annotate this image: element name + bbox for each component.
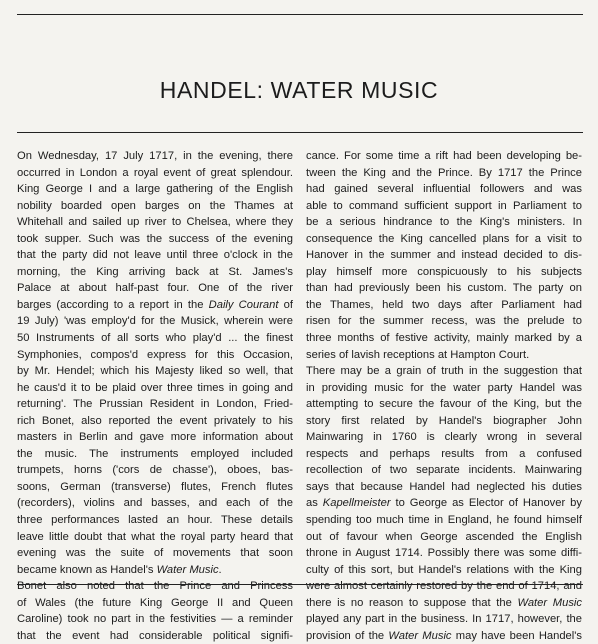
text-line: [17, 297, 293, 314]
text-line: [17, 380, 293, 397]
line-text: Whitehall and sailed up river to Chelsea, where they: [17, 216, 293, 229]
text-line: [306, 628, 582, 644]
text-line: [17, 628, 293, 644]
line-text: King George I and a large gathering of the English: [17, 183, 293, 196]
text-line: [17, 214, 293, 231]
text-line: [17, 462, 293, 479]
line-text: masters in Berlin and gave more information about: [17, 431, 293, 444]
text-line: [306, 280, 582, 297]
line-text: says that because Handel had neglected his duties: [306, 480, 582, 493]
line-text: had gained several influential followers and was: [306, 183, 582, 196]
line-text: story first related by Handel's biographer John: [306, 414, 582, 427]
line-text: (recorders), violins and basses, and each of the: [17, 497, 293, 510]
text-line: [306, 529, 582, 546]
italic-title: Daily Courant: [208, 298, 279, 311]
line-text: be a serious hindrance to the King's ministers. In: [306, 216, 582, 229]
text-line: [17, 198, 293, 215]
line-text: risen for the summer recess, was the prelude to: [306, 315, 582, 328]
line-text: Hanover in the summer and instead decided to dis-: [306, 249, 582, 262]
line-text: soons, German (transverse) flutes, French flutes: [17, 480, 293, 493]
italic-title: Kapellmeister: [322, 497, 391, 510]
line-text: attempting to secure the favour of the King, but the: [306, 398, 582, 411]
text-line: [17, 611, 293, 628]
line-text: were almost certainly restored by the end of 1714, and: [306, 580, 582, 593]
text-line: [306, 297, 582, 314]
text-line: [306, 165, 582, 182]
text-line: [306, 396, 582, 413]
line-text: there is no reason to suppose that the: [306, 596, 518, 609]
line-text: returning'. The Prussian Resident in London, Fried-: [17, 398, 293, 411]
line-text: trumpets, horns ('cors de chasse'), oboes, bas-: [17, 464, 293, 477]
text-line: [306, 347, 582, 364]
line-text: that the party did not leave until three o'clock in the: [17, 249, 293, 262]
text-line: [306, 413, 582, 430]
line-text: the Thames, held two days after Parliament had: [306, 298, 582, 311]
text-line: [306, 313, 582, 330]
text-line: [17, 578, 293, 595]
italic-title: Water Music: [517, 596, 582, 609]
line-text: respects and perhaps results from a confused: [306, 447, 582, 460]
italic-title: Water Music: [156, 563, 219, 576]
text-line: [306, 380, 582, 397]
title-divider: [17, 132, 583, 133]
text-line: [17, 330, 293, 347]
italic-title: Water Music: [388, 629, 452, 642]
text-line: [306, 198, 582, 215]
top-rule: [17, 14, 583, 15]
line-text: leave little doubt that what the royal party heard that: [17, 530, 293, 543]
text-line: [306, 578, 582, 595]
text-column-right: [306, 148, 582, 642]
text-line: [17, 247, 293, 264]
line-text-after: may have been Handel's: [451, 629, 582, 642]
text-line: [306, 512, 582, 529]
line-text: 19 July) 'was employ'd for the Musick, wherein were: [17, 315, 293, 328]
text-line: [17, 595, 293, 612]
line-text: Caroline) took no part in the festivities — a reminder: [17, 613, 293, 626]
line-text: Palace at about half-past four. One of the river: [17, 282, 293, 295]
line-text: 50 Instruments of all sorts who play'd ... the finest: [17, 332, 293, 345]
line-text: he caus'd it to be plaid over three times in going and: [17, 381, 293, 394]
line-text: play himself more conspicuously to his subjects: [306, 265, 582, 278]
text-line: [17, 396, 293, 413]
text-line: [17, 495, 293, 512]
line-text: On Wednesday, 17 July 1717, in the evening, there: [17, 150, 293, 162]
line-text: cance. For some time a rift had been developing be-: [306, 150, 582, 162]
line-text: three months of festive activity, mainly marked by a: [306, 332, 582, 345]
text-line: [17, 512, 293, 529]
text-line: [306, 181, 582, 198]
text-line: [17, 181, 293, 198]
line-text: recollection of two separate incidents. Mainwaring: [306, 464, 582, 477]
line-text-after: of: [278, 298, 293, 311]
text-line: [306, 595, 582, 612]
line-text: tween the King and the Prince. By 1717 the Prince: [306, 166, 582, 179]
line-text: in providing music for the water party Handel was: [306, 381, 582, 394]
text-line: [306, 611, 582, 628]
text-line: [17, 231, 293, 248]
text-line: [17, 413, 293, 430]
text-line: [306, 148, 582, 165]
text-line: [17, 347, 293, 364]
text-line: [306, 545, 582, 562]
line-text: Mainwaring in 1760 is clearly wrong in several: [306, 431, 582, 444]
line-text: barges (according to a report in the: [17, 298, 209, 311]
text-line: [306, 462, 582, 479]
line-text: took supper. Such was the success of the evening: [17, 232, 293, 245]
text-line: [17, 429, 293, 446]
line-text: There may be a grain of truth in the suggestion that: [306, 365, 582, 378]
line-text: Symphonies, compos'd express for this Occasion,: [17, 348, 293, 361]
line-text: morning, the King arriving back at St. James's: [17, 265, 293, 278]
line-text-after: to George as Elector of Hanover by: [390, 497, 582, 510]
text-line: [306, 495, 582, 512]
text-line: [17, 479, 293, 496]
text-column-left: [17, 148, 293, 642]
line-text: that the event had considerable political signifi-: [17, 629, 293, 642]
line-text: than had previously been his custom. The party on: [306, 282, 582, 295]
line-text: series of lavish receptions at Hampton Court.: [306, 348, 530, 361]
line-text: as: [306, 497, 323, 510]
line-text: consequence the King cancelled plans for a visit to: [306, 232, 582, 245]
line-text: of Wales (the future King George II and Queen: [17, 596, 293, 609]
line-text: Bonet also noted that the Prince and Princess: [17, 580, 293, 593]
line-text: evening was the suite of movements that soon: [17, 547, 293, 560]
text-line: [17, 313, 293, 330]
line-text: throne in August 1714. Possibly there was some diffi-: [306, 547, 582, 560]
line-text: the music. The instruments employed included: [17, 447, 293, 460]
text-line: [306, 330, 582, 347]
text-line: [306, 363, 582, 380]
text-line: [17, 363, 293, 380]
line-text: played any part in the business. In 1717, however, the: [306, 613, 582, 626]
text-line: [306, 446, 582, 463]
text-line: [17, 264, 293, 281]
text-line: [17, 446, 293, 463]
line-text: three performances lasted an hour. These details: [17, 514, 293, 527]
line-text: by Mr. Hendel; which his Majesty liked so well, that: [17, 365, 293, 378]
text-line: [17, 545, 293, 562]
line-text: able to command sufficient support in Parliament to: [306, 199, 582, 212]
text-line: [306, 264, 582, 281]
line-text: became known as Handel's: [17, 563, 157, 576]
text-line: [306, 562, 582, 579]
text-line: [17, 148, 293, 165]
text-line: [306, 429, 582, 446]
line-text: provision of the: [306, 629, 389, 642]
text-line: [17, 562, 293, 579]
line-text: nobility boarded open barges on the Thames at: [17, 199, 293, 212]
text-line: [306, 231, 582, 248]
line-text: spending too much time in England, he found himself: [306, 514, 582, 527]
line-text: occurred in London a royal event of great splendour.: [17, 166, 293, 179]
text-line: [17, 280, 293, 297]
text-line: [306, 479, 582, 496]
line-text: culty of this sort, but Handel's relations with the King: [306, 563, 582, 576]
page-title: HANDEL: WATER MUSIC: [159, 77, 439, 104]
bottom-rule: [17, 584, 583, 585]
line-text: out of favour when George ascended the English: [306, 530, 582, 543]
text-line: [306, 214, 582, 231]
line-text: rich Bonet, also reported the event privately to his: [17, 414, 293, 427]
line-text-after: .: [218, 563, 222, 576]
text-line: [17, 529, 293, 546]
text-line: [306, 247, 582, 264]
text-line: [17, 165, 293, 182]
